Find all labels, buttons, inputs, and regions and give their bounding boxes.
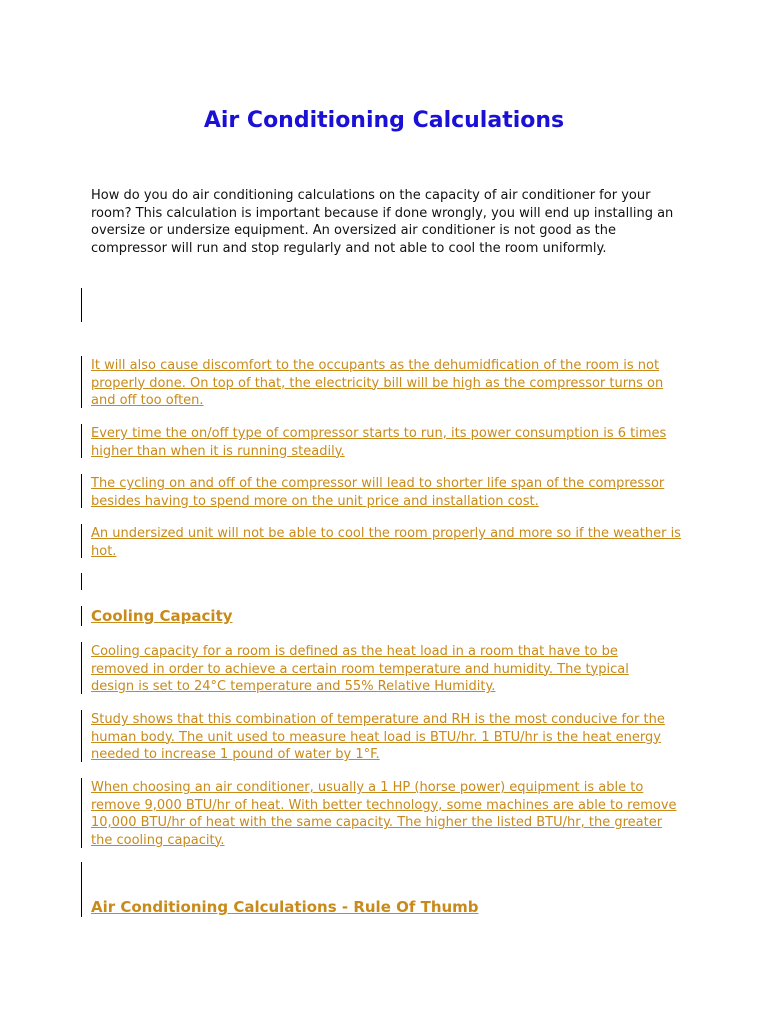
link-btu-definition[interactable]: Study shows that this combination of temperature and RH is the most conducive for the human body. The unit used to measure heat load is BTU/hr. 1 BTU/hr is the heat energy needed to increase 1 pound of water by 1°F. — [91, 712, 665, 762]
intro-paragraph: How do you do air conditioning calculations on the capacity of air conditioner for your room? This calculation is important because if done wrongly, you will end up installing an oversize or undersize equipment. An oversized air conditioner is not good as the compressor will run and stop regularly and not able to cool the room uniformly. — [91, 188, 674, 256]
quote-bar — [81, 778, 82, 848]
quote-bar — [81, 474, 82, 508]
quote-bar — [81, 710, 82, 762]
link-compressor-cycling[interactable]: The cycling on and off of the compressor will lead to shorter life span of the compressor besides having to spend more on the unit price and installation cost. — [91, 476, 665, 509]
cooling-capacity-heading[interactable]: Cooling Capacity — [91, 607, 233, 625]
link-dehumidification[interactable]: It will also cause discomfort to the occupants as the dehumidfication of the room is not properly done. On top of that, the electricity bill will be high as the compressor turns on and off too often. — [91, 358, 664, 408]
link-power-consumption[interactable]: Every time the on/off type of compressor starts to run, its power consumption is 6 times higher than when it is running steadily. — [91, 426, 667, 459]
quote-bar — [81, 356, 82, 408]
quote-bar — [81, 524, 82, 558]
page-title: Air Conditioning Calculations — [203, 108, 565, 133]
link-cooling-definition[interactable]: Cooling capacity for a room is defined as the heat load in a room that have to be removed in order to achieve a certain room temperature and humidity. The typical design is set to 24°C temperature and 55% Relative Humidity. — [91, 644, 629, 694]
quote-bar — [81, 642, 82, 694]
rule-of-thumb-heading[interactable]: Air Conditioning Calculations - Rule Of Thumb — [91, 898, 479, 916]
quote-bar — [81, 424, 82, 458]
quote-bar — [81, 606, 82, 626]
link-undersized-unit[interactable]: An undersized unit will not be able to cool the room properly and more so if the weather is hot. — [91, 526, 681, 559]
quote-bar — [81, 573, 82, 590]
quote-bar — [81, 862, 82, 917]
quote-bar — [81, 288, 82, 322]
link-choosing-ac[interactable]: When choosing an air conditioner, usually a 1 HP (horse power) equipment is able to remove 9,000 BTU/hr of heat. With better technology, some machines are able to remove 10,000 BTU/hr of heat with the same capacity. The higher the listed BTU/hr, the greater the cooling capacity. — [91, 780, 677, 848]
